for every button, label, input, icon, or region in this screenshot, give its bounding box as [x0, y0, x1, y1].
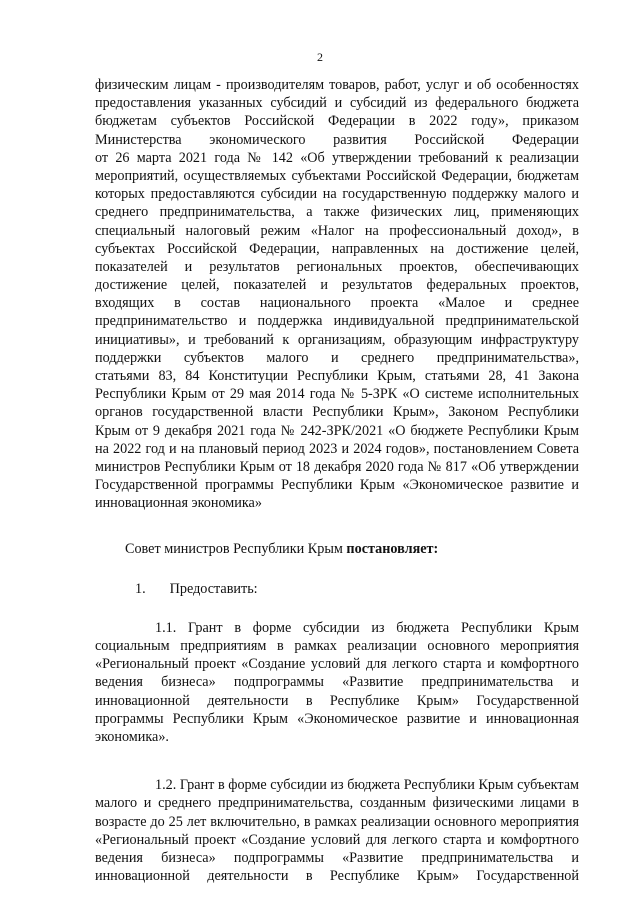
text-line: социальным предприятиям в рамках реализации основного мероприятия: [95, 638, 579, 655]
page-number: 2: [317, 50, 323, 64]
text-line: инновационная экономика»: [95, 495, 262, 512]
text-line: ведения бизнеса» подпрограммы «Развитие предпринимательства и: [95, 849, 579, 866]
item-1: [95, 580, 579, 598]
item-1-number: 1.: [135, 580, 146, 597]
text-line: мероприятий, осуществляемых субъектами Российской Федерации, бюджетам: [95, 167, 579, 184]
text-line: экономика».: [95, 729, 169, 745]
text-line: среднего предпринимательства, а также физических лиц, применяющих: [95, 204, 579, 221]
text-line: входящих в состав национального проекта «Малое и среднее: [95, 295, 579, 312]
text-line: на 2022 год и на плановый период 2023 и 2024 годов», постановлением Совета: [95, 440, 579, 457]
text-line: 1.2. Грант в форме субсидии из бюджета Республики Крым субъектам: [155, 777, 579, 794]
text-line: Крым от 9 декабря 2021 года № 242-ЗРК/2021 «О бюджете Республики Крым: [95, 422, 579, 439]
paragraph-item-1-2: [95, 776, 579, 885]
text-line: инициативы», и требований к организациям, образующим инфраструктуру: [95, 331, 579, 348]
text-line: от 26 марта 2021 года № 142 «Об утверждении требований к реализации: [95, 149, 579, 166]
text-line: «Региональный проект «Создание условий для легкого старта и комфортного: [95, 831, 579, 848]
text-line: инновационной деятельности в Республике Крым» Государственной: [95, 868, 579, 885]
text-line: Республики Крым от 29 мая 2014 года № 5-ЗРК «О системе исполнительных: [95, 386, 579, 403]
text-line: статьями 83, 84 Конституции Республики Крым, статьями 28, 41 Закона: [95, 368, 579, 384]
paragraph-preamble: [95, 76, 579, 513]
text-line: физическим лицам - производителям товаров, работ, услуг и об особенностях: [95, 77, 579, 93]
text-line: предоставления указанных субсидий и субсидий из федерального бюджета: [95, 95, 579, 112]
text-line: специальный налоговый режим «Налог на профессиональный доход», в: [95, 222, 579, 239]
text-line: инновационной деятельности в Республике Крым» Государственной: [95, 692, 579, 709]
text-line: Министерства экономического развития Российской Федерации: [95, 131, 579, 148]
text-line: субъектах Российской Федерации, направленных на достижение целей,: [95, 240, 579, 257]
resolution-prefix: Совет министров Республики Крым: [125, 540, 347, 557]
text-line: достижение целей, показателей и результатов федеральных проектов,: [95, 277, 579, 294]
text-line: органов государственной власти Республики Крым», Законом Республики: [95, 404, 579, 421]
text-line: программы Республики Крым «Экономическое развитие и инновационная: [95, 710, 579, 727]
text-line: «Региональный проект «Создание условий для легкого старта и комфортного: [95, 656, 579, 673]
text-line: которых предоставляются субсидии на государственную поддержку малого и: [95, 186, 579, 203]
resolution-line: [95, 540, 579, 558]
text-line: ведения бизнеса» подпрограммы «Развитие предпринимательства и: [95, 674, 579, 691]
text-line: бюджетам субъектов Российской Федерации в 2022 году», приказом: [95, 113, 579, 130]
text-line: возрасте до 25 лет включительно, в рамках реализации основного мероприятия: [95, 813, 579, 830]
document-body: [95, 76, 579, 885]
resolution-verb: постановляет:: [346, 540, 439, 557]
paragraph-item-1-1: [95, 619, 579, 746]
text-line: малого и среднего предпринимательства, созданным физическими лицами в: [95, 795, 579, 812]
text-line: министров Республики Крым от 18 декабря 2020 года № 817 «Об утверждении: [95, 458, 579, 475]
item-1-text: Предоставить:: [169, 580, 258, 597]
text-line: поддержки субъектов малого и среднего предпринимательства»,: [95, 349, 579, 366]
text-line: предпринимательство и поддержка индивидуальной предпринимательской: [95, 313, 579, 330]
text-line: 1.1. Грант в форме субсидии из бюджета Республики Крым: [155, 619, 579, 636]
text-line: Государственной программы Республики Крым «Экономическое развитие и: [95, 477, 579, 494]
text-line: показателей и результатов региональных проектов, обеспечивающих: [95, 258, 579, 275]
